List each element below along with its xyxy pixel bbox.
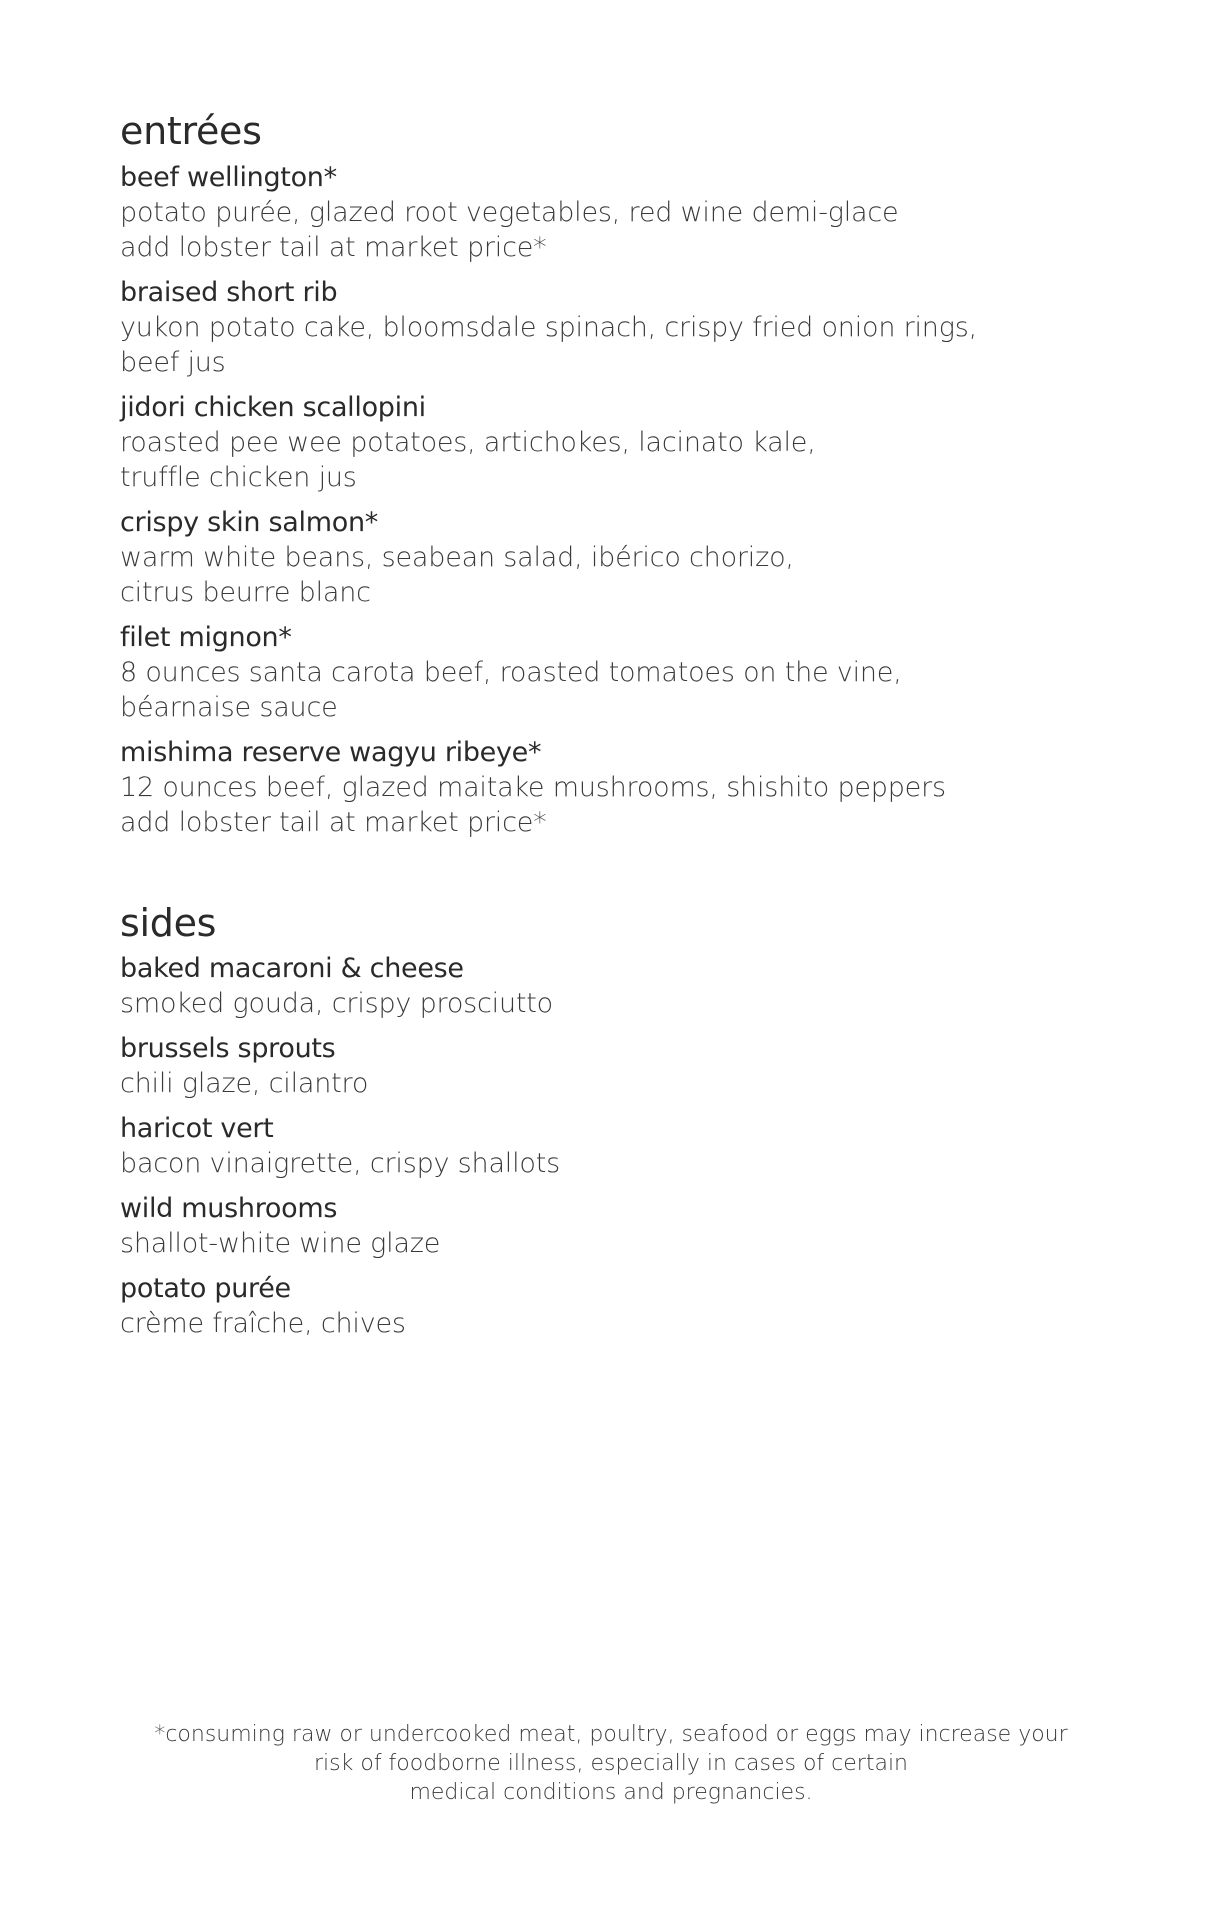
item-description	[120, 425, 1120, 495]
menu-item	[120, 735, 1120, 840]
item-description	[120, 540, 1120, 610]
item-description	[120, 195, 1120, 265]
item-name: filet mignon*	[120, 621, 292, 653]
menu-item	[120, 505, 1120, 610]
item-description	[120, 1306, 1120, 1341]
description-line: yukon potato cake, bloomsdale spinach, crispy fried onion rings,	[120, 311, 977, 343]
description-line: 8 ounces santa carota beef, roasted tomatoes on the vine,	[120, 656, 902, 688]
menu-content	[120, 110, 1120, 1351]
description-line: chili glaze, cilantro	[120, 1068, 369, 1100]
item-name: wild mushrooms	[120, 1193, 338, 1225]
disclaimer-line: medical conditions and pregnancies.	[409, 1780, 813, 1805]
description-line: warm white beans, seabean salad, ibérico chorizo,	[120, 541, 794, 573]
item-description	[120, 986, 1120, 1021]
item-description	[120, 1226, 1120, 1261]
description-line: smoked gouda, crispy prosciutto	[120, 988, 553, 1020]
menu-item	[120, 1271, 1120, 1341]
menu-item	[120, 160, 1120, 265]
item-name: crispy skin salmon*	[120, 506, 378, 538]
item-name: braised short rib	[120, 276, 338, 308]
menu-item	[120, 275, 1120, 380]
description-line: béarnaise sauce	[120, 691, 338, 723]
item-name: haricot vert	[120, 1113, 274, 1145]
disclaimer-line: *consuming raw or undercooked meat, poultry, seafood or eggs may increase your	[154, 1722, 1068, 1747]
item-description	[120, 310, 1120, 380]
menu-item	[120, 620, 1120, 725]
description-line: bacon vinaigrette, crispy shallots	[120, 1148, 560, 1180]
description-line: shallot-white wine glaze	[120, 1228, 441, 1260]
entrees-title: entrées	[120, 109, 262, 153]
description-line: potato purée, glazed root vegetables, red wine demi-glace	[120, 196, 899, 228]
description-line: beef jus	[120, 346, 226, 378]
sides-section	[120, 902, 1120, 1342]
description-line: 12 ounces beef, glazed maitake mushrooms, shishito peppers	[120, 771, 946, 803]
item-description	[120, 1146, 1120, 1181]
description-line: roasted pee wee potatoes, artichokes, lacinato kale,	[120, 426, 816, 458]
item-name: beef wellington*	[120, 161, 337, 193]
item-name: baked macaroni & cheese	[120, 953, 464, 985]
food-safety-disclaimer	[0, 1720, 1222, 1807]
description-line: add lobster tail at market price*	[120, 806, 547, 838]
description-line: crème fraîche, chives	[120, 1308, 406, 1340]
item-name: brussels sprouts	[120, 1033, 336, 1065]
entrees-section	[120, 110, 1120, 840]
menu-item	[120, 1191, 1120, 1261]
item-description	[120, 1066, 1120, 1101]
item-name: mishima reserve wagyu ribeye*	[120, 736, 542, 768]
disclaimer-line: risk of foodborne illness, especially in cases of certain	[314, 1751, 908, 1776]
item-name: jidori chicken scallopini	[120, 391, 426, 423]
menu-item	[120, 951, 1120, 1021]
item-description	[120, 770, 1120, 840]
item-description	[120, 655, 1120, 725]
menu-item	[120, 1111, 1120, 1181]
menu-item	[120, 1031, 1120, 1101]
sides-title: sides	[120, 900, 217, 945]
menu-item	[120, 390, 1120, 495]
item-name: potato purée	[120, 1273, 291, 1305]
description-line: truffle chicken jus	[120, 461, 357, 493]
description-line: add lobster tail at market price*	[120, 231, 547, 263]
description-line: citrus beurre blanc	[120, 576, 371, 608]
